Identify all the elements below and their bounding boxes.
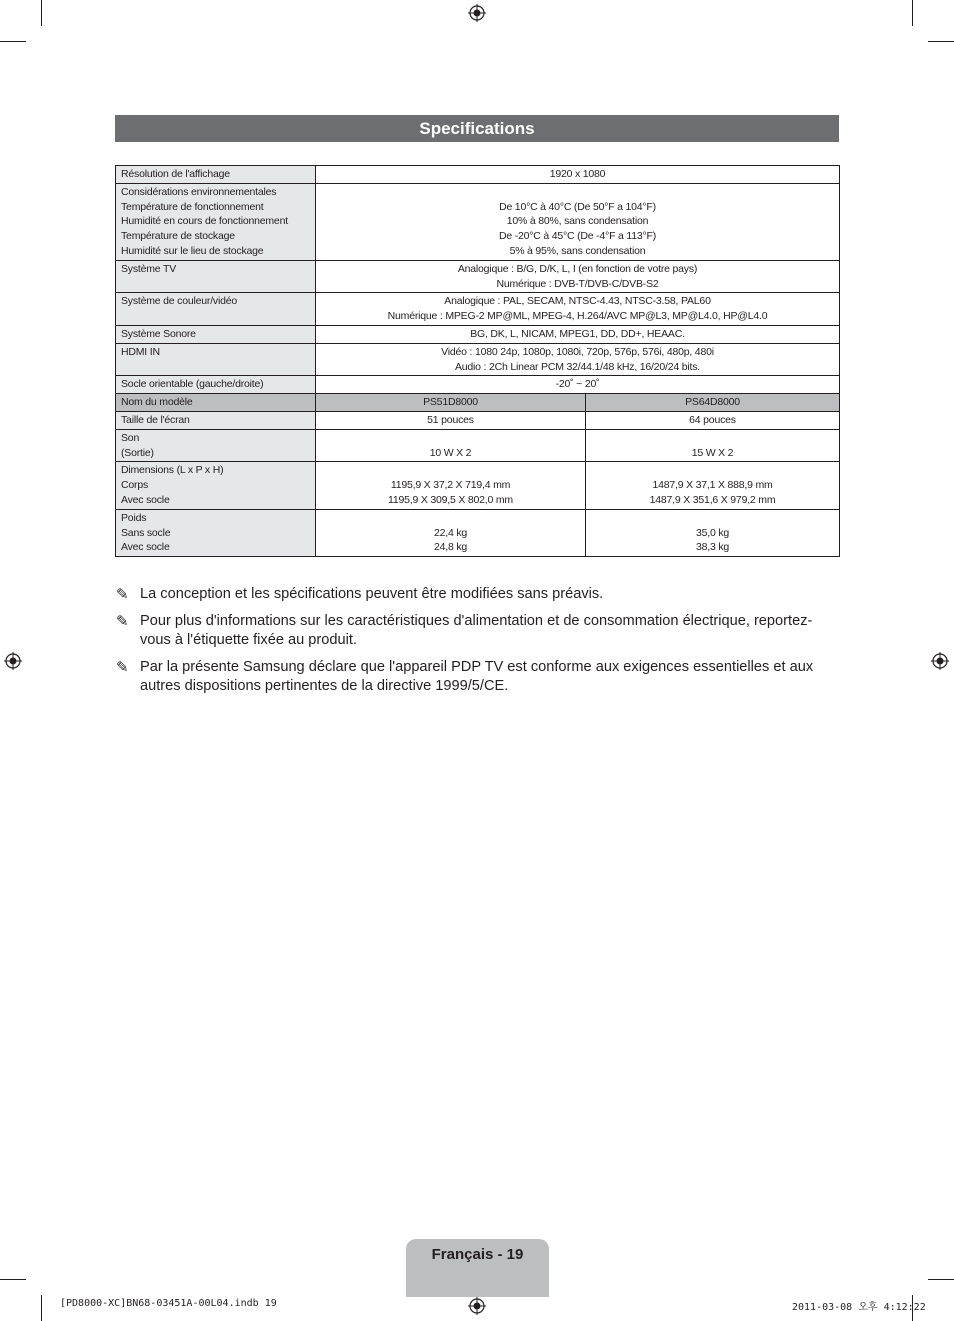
note-text: Par la présente Samsung déclare que l'appareil PDP TV est conforme aux exigences essentielles et aux autres dispositions pertinentes de la directive 1999/5/CE. (140, 659, 814, 694)
cell-line: Résolution de l'affichage (121, 168, 230, 180)
cell-line: 38,3 kg (695, 541, 730, 554)
page-title: Specifications (115, 115, 839, 142)
cell-line: Dimensions (L x P x H) (121, 464, 224, 477)
cell-line: 1195,9 X 37,2 X 719,4 mm (390, 479, 511, 492)
cell-line: Socle orientable (gauche/droite) (121, 378, 264, 391)
spec-value (316, 343, 840, 376)
table-row (116, 166, 840, 184)
cell-line: Considérations environnementales (121, 185, 277, 198)
notes-section (116, 585, 831, 704)
cell-line: (Sortie) (121, 446, 154, 459)
table-row (116, 376, 840, 394)
cell-line: Analogique : B/G, D/K, L, I (en fonction de votre pays) (457, 262, 698, 275)
cell-line: Audio : 2Ch Linear PCM 32/44.1/48 kHz, 16/20/24 bits. (454, 360, 701, 373)
model-b-name: PS64D8000 (586, 394, 840, 412)
cell-line: 1920 x 1080 (549, 168, 606, 180)
registration-mark-icon (468, 1297, 486, 1315)
model-a-value (316, 411, 586, 429)
note-text: La conception et les spécifications peuvent être modifiées sans préavis. (140, 586, 604, 602)
crop-mark-top-left-v (41, 0, 42, 26)
cell-line: Son (121, 431, 140, 444)
cell-line: BG, DK, L, NICAM, MPEG1, DD, DD+, HEAAC. (470, 327, 685, 340)
cell-line: 10% à 80%, sans condensation (506, 215, 649, 228)
cell-line: Système de couleur/vidéo (121, 295, 238, 308)
spec-value (316, 166, 840, 184)
spec-value (316, 293, 840, 326)
model-header-label: Nom du modèle (116, 394, 316, 412)
cell-line: Vidéo : 1080 24p, 1080p, 1080i, 720p, 576p, 576i, 480p, 480i (441, 345, 714, 358)
cell-line: 22,4 kg (433, 526, 468, 539)
crop-mark-bottom-left-h (0, 1279, 26, 1280)
model-a-value (316, 429, 586, 462)
registration-mark-icon (4, 652, 22, 670)
cell-line: 1487,9 X 37,1 X 888,9 mm (652, 479, 773, 492)
cell-line: De 10°C à 40°C (De 50°F a 104°F) (499, 200, 656, 213)
table-row (116, 260, 840, 293)
cell-line: -20˚ ~ 20˚ (555, 378, 600, 391)
pencil-icon: ✎ (116, 613, 129, 630)
footer-file-info: [PD8000-XC]BN68-03451A-00L04.indb 19 (60, 1298, 277, 1309)
note-item (116, 612, 831, 650)
cell-line: Humidité sur le lieu de stockage (121, 244, 264, 257)
note-text: Pour plus d'informations sur les caractéristiques d'alimentation et de consommation électrique, reportez-vous à l'étiquette fixée au produit. (140, 613, 813, 648)
cell-line: Analogique : PAL, SECAM, NTSC-4.43, NTSC-3.58, PAL60 (444, 295, 711, 308)
model-a-value (316, 509, 586, 556)
spec-label (116, 325, 316, 343)
cell-line: Avec socle (121, 493, 170, 506)
note-item (116, 585, 831, 604)
spec-label (116, 293, 316, 326)
model-header-row (116, 394, 840, 412)
spec-label (116, 429, 316, 462)
cell-line: Avec socle (121, 541, 170, 554)
crop-mark-top-right-v (912, 0, 913, 26)
cell-line: 51 pouces (427, 413, 474, 426)
spec-label (116, 166, 316, 184)
table-row (116, 343, 840, 376)
crop-mark-bottom-left-v (41, 1295, 42, 1321)
cell-line: Système Sonore (121, 327, 196, 340)
spec-label (116, 376, 316, 394)
cell-line: Température de stockage (121, 230, 235, 243)
footer-timestamp: 2011-03-08 오후 4:12:22 (792, 1302, 926, 1313)
spec-value (316, 260, 840, 293)
cell-line: 10 W X 2 (429, 446, 472, 459)
cell-line: Corps (121, 479, 149, 492)
registration-mark-icon (931, 652, 949, 670)
table-row (116, 462, 840, 509)
spec-label (116, 260, 316, 293)
table-row (116, 411, 840, 429)
spec-label (116, 462, 316, 509)
model-b-value (586, 462, 840, 509)
cell-line: 15 W X 2 (691, 446, 734, 459)
crop-mark-top-left-h (0, 41, 26, 42)
spec-label (116, 343, 316, 376)
pencil-icon: ✎ (116, 586, 129, 603)
crop-mark-top-right-h (928, 41, 954, 42)
cell-line: Humidité en cours de fonctionnement (121, 215, 288, 228)
cell-line: 24,8 kg (433, 541, 468, 554)
page-number-tab: Français - 19 (406, 1239, 549, 1297)
cell-line: Température de fonctionnement (121, 200, 264, 213)
table-row (116, 183, 840, 260)
specifications-table (115, 165, 840, 557)
cell-line: Numérique : DVB-T/DVB-C/DVB-S2 (496, 277, 659, 290)
table-row (116, 293, 840, 326)
cell-line: Sans socle (121, 526, 171, 539)
crop-mark-bottom-right-h (928, 1279, 954, 1280)
cell-line: De -20°C à 45°C (De -4°F a 113°F) (498, 230, 657, 243)
model-b-value (586, 411, 840, 429)
spec-label (116, 411, 316, 429)
note-item (116, 658, 831, 696)
model-b-value (586, 429, 840, 462)
spec-value (316, 325, 840, 343)
table-row (116, 509, 840, 556)
cell-line: Système TV (121, 262, 176, 275)
model-a-value (316, 462, 586, 509)
spec-label (116, 183, 316, 260)
registration-mark-icon (468, 4, 486, 22)
cell-line: HDMI IN (121, 345, 160, 358)
specifications-table-body (116, 166, 840, 557)
cell-line: 5% à 95%, sans condensation (509, 244, 646, 257)
cell-line: 35,0 kg (695, 526, 730, 539)
model-a-name: PS51D8000 (316, 394, 586, 412)
cell-line: 1195,9 X 309,5 X 802,0 mm (388, 493, 513, 506)
spec-label (116, 509, 316, 556)
spec-value (316, 183, 840, 260)
table-row (116, 429, 840, 462)
spec-value (316, 376, 840, 394)
cell-line: Taille de l'écran (121, 413, 190, 426)
pencil-icon: ✎ (116, 659, 129, 676)
model-b-value (586, 509, 840, 556)
cell-line: 1487,9 X 351,6 X 979,2 mm (649, 493, 776, 506)
cell-line: Poids (121, 511, 147, 524)
table-row (116, 325, 840, 343)
cell-line: 64 pouces (689, 413, 736, 426)
cell-line: Numérique : MPEG-2 MP@ML, MPEG-4, H.264/AVC MP@L3, MP@L4.0, HP@L4.0 (387, 310, 768, 323)
